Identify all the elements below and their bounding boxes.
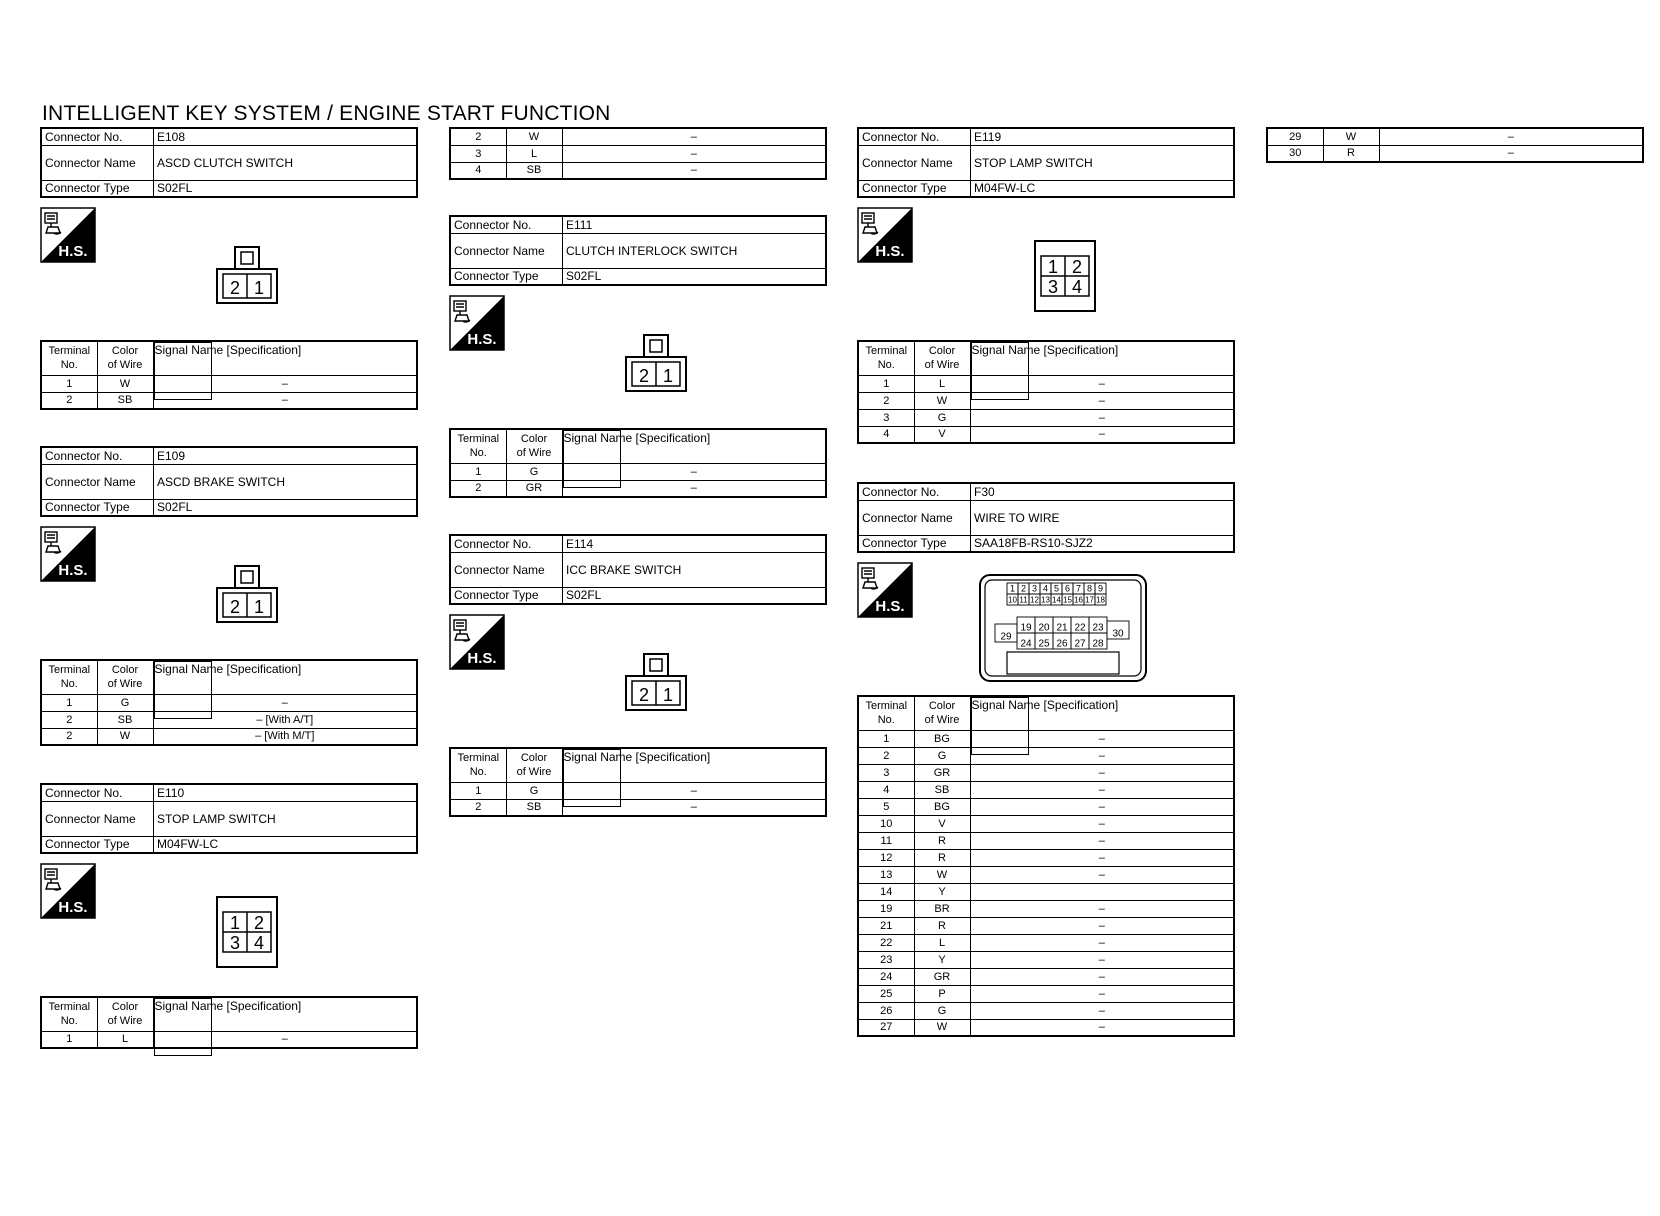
signal-name: – bbox=[970, 866, 1234, 883]
connector-header-e114 bbox=[449, 534, 827, 605]
signal-name: – bbox=[562, 463, 826, 480]
wire-color: BG bbox=[914, 798, 970, 815]
color-col-header: Color of Wire bbox=[914, 341, 970, 375]
terminal-no: 4 bbox=[858, 426, 914, 443]
terminal-row bbox=[858, 764, 1234, 781]
harness-side-icon bbox=[857, 562, 913, 618]
terminal-row bbox=[858, 798, 1234, 815]
harness-side-icon bbox=[857, 207, 913, 263]
connector-type-label: Connector Type bbox=[41, 836, 154, 853]
signal-name: – bbox=[562, 145, 826, 162]
pin-label: 18 bbox=[1096, 595, 1105, 605]
terminal-no: 14 bbox=[858, 883, 914, 900]
signal-name: – bbox=[153, 694, 417, 711]
wire-color: Y bbox=[914, 883, 970, 900]
signal-col-header: Signal Name [Specification] bbox=[563, 749, 621, 807]
connector-name-value: ASCD CLUTCH SWITCH bbox=[154, 145, 418, 180]
terminal-col-header: Terminal No. bbox=[41, 341, 97, 375]
terminal-no: 1 bbox=[450, 782, 506, 799]
connector-face-e110 bbox=[215, 895, 279, 974]
connector-name-value: STOP LAMP SWITCH bbox=[971, 145, 1235, 180]
terminal-row bbox=[450, 480, 826, 497]
harness-side-icon bbox=[449, 614, 505, 670]
wire-color: SB bbox=[506, 799, 562, 816]
signal-name: – bbox=[970, 392, 1234, 409]
signal-name: – bbox=[562, 782, 826, 799]
pin-label: 27 bbox=[1074, 638, 1086, 650]
signal-name: – bbox=[153, 392, 417, 409]
harness-side-icon bbox=[40, 863, 96, 919]
signal-name: – bbox=[970, 917, 1234, 934]
terminal-no: 30 bbox=[1267, 145, 1323, 162]
signal-name: – bbox=[970, 849, 1234, 866]
terminal-col-header: Terminal No. bbox=[450, 748, 506, 782]
connector-header-f30 bbox=[857, 482, 1235, 553]
color-col-header: Color of Wire bbox=[97, 997, 153, 1031]
signal-name: – bbox=[1379, 145, 1643, 162]
wire-color: W bbox=[914, 866, 970, 883]
terminal-table-e111 bbox=[449, 428, 827, 498]
pin-label: 15 bbox=[1063, 595, 1072, 605]
connector-header-e110 bbox=[40, 783, 418, 854]
pin-label: 22 bbox=[1074, 622, 1086, 634]
terminal-no: 27 bbox=[858, 1019, 914, 1036]
pin-label: 14 bbox=[1052, 595, 1061, 605]
terminal-row bbox=[858, 409, 1234, 426]
pin-label: 30 bbox=[1112, 628, 1124, 640]
pin-label: 3 bbox=[229, 933, 241, 953]
connector-name-label: Connector Name bbox=[41, 464, 154, 499]
pin-label: 24 bbox=[1020, 638, 1032, 650]
connector-name-value: CLUTCH INTERLOCK SWITCH bbox=[563, 233, 827, 268]
connector-no-value: E114 bbox=[563, 535, 827, 552]
connector-no-label: Connector No. bbox=[450, 216, 563, 233]
pin-label: 25 bbox=[1038, 638, 1050, 650]
terminal-row bbox=[858, 968, 1234, 985]
terminal-no: 3 bbox=[858, 764, 914, 781]
connector-face-e119 bbox=[1033, 239, 1097, 318]
pin-label: 3 bbox=[1047, 277, 1059, 297]
terminal-row bbox=[858, 917, 1234, 934]
signal-name: – bbox=[562, 799, 826, 816]
terminal-row bbox=[1267, 145, 1643, 162]
terminal-row bbox=[858, 730, 1234, 747]
terminal-no: 3 bbox=[450, 145, 506, 162]
signal-name: – bbox=[970, 730, 1234, 747]
connector-name-label: Connector Name bbox=[858, 145, 971, 180]
terminal-no: 4 bbox=[450, 162, 506, 179]
connector-type-label: Connector Type bbox=[858, 535, 971, 552]
terminal-no: 24 bbox=[858, 968, 914, 985]
terminal-table-e109 bbox=[40, 659, 418, 746]
terminal-row bbox=[450, 463, 826, 480]
terminal-col-header: Terminal No. bbox=[41, 660, 97, 694]
terminal-row bbox=[41, 694, 417, 711]
terminal-no: 2 bbox=[450, 480, 506, 497]
terminal-row bbox=[858, 375, 1234, 392]
signal-col-header: Signal Name [Specification] bbox=[154, 998, 212, 1056]
terminal-table-e110-continued bbox=[449, 127, 827, 180]
terminal-row bbox=[41, 1031, 417, 1048]
terminal-row bbox=[858, 866, 1234, 883]
terminal-table-f30-continued bbox=[1266, 127, 1644, 163]
pin-label: 1 bbox=[229, 913, 241, 933]
connector-type-value: S02FL bbox=[563, 268, 827, 285]
wire-color: GR bbox=[506, 480, 562, 497]
terminal-no: 1 bbox=[858, 730, 914, 747]
signal-name: – bbox=[970, 375, 1234, 392]
signal-name: – bbox=[153, 1031, 417, 1048]
terminal-no: 1 bbox=[858, 375, 914, 392]
pin-label: 2 bbox=[638, 685, 650, 705]
signal-name: – bbox=[970, 968, 1234, 985]
terminal-no: 11 bbox=[858, 832, 914, 849]
pin-label: 13 bbox=[1041, 595, 1050, 605]
pin-label: 1 bbox=[253, 597, 265, 617]
terminal-row bbox=[858, 951, 1234, 968]
signal-name: – bbox=[562, 480, 826, 497]
terminal-table-e108 bbox=[40, 340, 418, 410]
terminal-no: 2 bbox=[450, 128, 506, 145]
signal-col-header: Signal Name [Specification] bbox=[154, 342, 212, 400]
connector-name-value: STOP LAMP SWITCH bbox=[154, 801, 418, 836]
terminal-row bbox=[858, 934, 1234, 951]
terminal-row bbox=[450, 782, 826, 799]
connector-header-e109 bbox=[40, 446, 418, 517]
signal-name: – bbox=[970, 747, 1234, 764]
connector-header-e119 bbox=[857, 127, 1235, 198]
signal-col-header: Signal Name [Specification] bbox=[563, 430, 621, 488]
terminal-no: 29 bbox=[1267, 128, 1323, 145]
connector-name-value: ICC BRAKE SWITCH bbox=[563, 552, 827, 587]
connector-type-label: Connector Type bbox=[41, 499, 154, 516]
terminal-col-header: Terminal No. bbox=[858, 341, 914, 375]
terminal-table-e110 bbox=[40, 996, 418, 1049]
wire-color: G bbox=[914, 409, 970, 426]
connector-no-value: E111 bbox=[563, 216, 827, 233]
wire-color: L bbox=[506, 145, 562, 162]
pin-label: 8 bbox=[1086, 583, 1093, 594]
signal-name: – bbox=[970, 934, 1234, 951]
terminal-col-header: Terminal No. bbox=[450, 429, 506, 463]
signal-name: – bbox=[970, 1002, 1234, 1019]
color-col-header: Color of Wire bbox=[506, 748, 562, 782]
pin-label: 20 bbox=[1038, 622, 1050, 634]
wire-color: W bbox=[914, 1019, 970, 1036]
terminal-no: 2 bbox=[858, 747, 914, 764]
terminal-row bbox=[41, 392, 417, 409]
signal-name: – bbox=[970, 951, 1234, 968]
terminal-row bbox=[450, 799, 826, 816]
connector-face-e109 bbox=[215, 564, 279, 629]
connector-no-label: Connector No. bbox=[858, 128, 971, 145]
signal-name: – bbox=[970, 409, 1234, 426]
wire-color: W bbox=[97, 375, 153, 392]
color-col-header: Color of Wire bbox=[506, 429, 562, 463]
signal-name: – bbox=[970, 900, 1234, 917]
terminal-row bbox=[450, 145, 826, 162]
wire-color: W bbox=[97, 728, 153, 745]
pin-label: 26 bbox=[1056, 638, 1068, 650]
terminal-no: 2 bbox=[41, 711, 97, 728]
terminal-no: 1 bbox=[41, 694, 97, 711]
terminal-no: 1 bbox=[450, 463, 506, 480]
wire-color: SB bbox=[97, 392, 153, 409]
wire-color: L bbox=[914, 934, 970, 951]
pin-label: 1 bbox=[662, 685, 674, 705]
connector-type-value: S02FL bbox=[154, 180, 418, 197]
terminal-no: 1 bbox=[41, 375, 97, 392]
connector-name-label: Connector Name bbox=[858, 500, 971, 535]
hs-label: H.S. bbox=[467, 331, 497, 348]
connector-face-e111 bbox=[624, 333, 688, 398]
hs-label: H.S. bbox=[875, 243, 905, 260]
hs-label: H.S. bbox=[58, 899, 88, 916]
terminal-no: 19 bbox=[858, 900, 914, 917]
pin-label: 5 bbox=[1053, 583, 1060, 594]
connector-no-value: E108 bbox=[154, 128, 418, 145]
connector-name-label: Connector Name bbox=[450, 552, 563, 587]
signal-name: – bbox=[970, 832, 1234, 849]
wire-color: R bbox=[1323, 145, 1379, 162]
connector-no-label: Connector No. bbox=[41, 447, 154, 464]
terminal-table-f30 bbox=[857, 695, 1235, 1037]
wire-color: GR bbox=[914, 764, 970, 781]
hs-label: H.S. bbox=[467, 650, 497, 667]
pin-label: 2 bbox=[1020, 583, 1027, 594]
terminal-row bbox=[858, 392, 1234, 409]
wire-color: G bbox=[97, 694, 153, 711]
terminal-row bbox=[41, 375, 417, 392]
terminal-no: 2 bbox=[450, 799, 506, 816]
harness-side-icon bbox=[40, 526, 96, 582]
terminal-no: 26 bbox=[858, 1002, 914, 1019]
wire-color: G bbox=[506, 463, 562, 480]
signal-name: – bbox=[970, 426, 1234, 443]
terminal-row bbox=[858, 815, 1234, 832]
terminal-no: 22 bbox=[858, 934, 914, 951]
wire-color: SB bbox=[506, 162, 562, 179]
connector-no-label: Connector No. bbox=[858, 483, 971, 500]
connector-no-label: Connector No. bbox=[450, 535, 563, 552]
color-col-header: Color of Wire bbox=[914, 696, 970, 730]
terminal-col-header: Terminal No. bbox=[858, 696, 914, 730]
pin-label: 11 bbox=[1019, 595, 1028, 605]
connector-name-label: Connector Name bbox=[41, 145, 154, 180]
pin-label: 12 bbox=[1030, 595, 1039, 605]
terminal-row bbox=[858, 883, 1234, 900]
connector-type-label: Connector Type bbox=[41, 180, 154, 197]
pin-label: 1 bbox=[662, 366, 674, 386]
terminal-row bbox=[450, 128, 826, 145]
pin-label: 23 bbox=[1092, 622, 1104, 634]
connector-name-value: ASCD BRAKE SWITCH bbox=[154, 464, 418, 499]
wire-color: SB bbox=[97, 711, 153, 728]
terminal-row bbox=[858, 900, 1234, 917]
signal-name: – bbox=[970, 764, 1234, 781]
pin-label: 6 bbox=[1064, 583, 1071, 594]
terminal-row bbox=[858, 1002, 1234, 1019]
connector-no-value: E110 bbox=[154, 784, 418, 801]
terminal-no: 13 bbox=[858, 866, 914, 883]
connector-type-label: Connector Type bbox=[450, 268, 563, 285]
pin-label: 28 bbox=[1092, 638, 1104, 650]
terminal-row bbox=[858, 985, 1234, 1002]
terminal-row bbox=[858, 426, 1234, 443]
pin-label: 1 bbox=[1047, 257, 1059, 277]
pin-label: 29 bbox=[1000, 631, 1012, 643]
pin-label: 16 bbox=[1074, 595, 1083, 605]
connector-name-label: Connector Name bbox=[41, 801, 154, 836]
pin-label: 2 bbox=[229, 278, 241, 298]
pin-label: 10 bbox=[1008, 595, 1017, 605]
hs-label: H.S. bbox=[875, 598, 905, 615]
terminal-no: 21 bbox=[858, 917, 914, 934]
terminal-row bbox=[41, 711, 417, 728]
signal-col-header: Signal Name [Specification] bbox=[971, 342, 1029, 400]
pin-label: 4 bbox=[1071, 277, 1083, 297]
wire-color: L bbox=[97, 1031, 153, 1048]
connector-face-e108 bbox=[215, 245, 279, 310]
signal-name: – bbox=[970, 1019, 1234, 1036]
terminal-row bbox=[1267, 128, 1643, 145]
connector-type-value: M04FW-LC bbox=[154, 836, 418, 853]
connector-no-label: Connector No. bbox=[41, 784, 154, 801]
terminal-no: 25 bbox=[858, 985, 914, 1002]
connector-no-value: E109 bbox=[154, 447, 418, 464]
hs-label: H.S. bbox=[58, 562, 88, 579]
wire-color: V bbox=[914, 426, 970, 443]
signal-name: – bbox=[970, 985, 1234, 1002]
terminal-no: 2 bbox=[858, 392, 914, 409]
color-col-header: Color of Wire bbox=[97, 341, 153, 375]
terminal-no: 1 bbox=[41, 1031, 97, 1048]
connector-name-label: Connector Name bbox=[450, 233, 563, 268]
terminal-no: 10 bbox=[858, 815, 914, 832]
terminal-row bbox=[858, 781, 1234, 798]
page-title: INTELLIGENT KEY SYSTEM / ENGINE START FUNCTION bbox=[42, 102, 611, 125]
terminal-row bbox=[858, 849, 1234, 866]
pin-label: 2 bbox=[229, 597, 241, 617]
terminal-no: 2 bbox=[41, 728, 97, 745]
pin-label: 2 bbox=[1071, 257, 1083, 277]
wire-color: SB bbox=[914, 781, 970, 798]
terminal-no: 23 bbox=[858, 951, 914, 968]
terminal-no: 12 bbox=[858, 849, 914, 866]
connector-no-value: E119 bbox=[971, 128, 1235, 145]
pin-label: 1 bbox=[1009, 583, 1016, 594]
pin-label: 9 bbox=[1097, 583, 1104, 594]
signal-name: – [With M/T] bbox=[153, 728, 417, 745]
pin-label: 19 bbox=[1020, 622, 1032, 634]
terminal-no: 3 bbox=[858, 409, 914, 426]
wire-color: L bbox=[914, 375, 970, 392]
connector-type-value: M04FW-LC bbox=[971, 180, 1235, 197]
wire-color: BG bbox=[914, 730, 970, 747]
pin-label: 1 bbox=[253, 278, 265, 298]
signal-name: – bbox=[562, 128, 826, 145]
terminal-row bbox=[450, 162, 826, 179]
hs-label: H.S. bbox=[58, 243, 88, 260]
terminal-no: 4 bbox=[858, 781, 914, 798]
terminal-table-e114 bbox=[449, 747, 827, 817]
terminal-row bbox=[41, 728, 417, 745]
wire-color: G bbox=[914, 1002, 970, 1019]
wire-color: V bbox=[914, 815, 970, 832]
connector-face-f30 bbox=[978, 573, 1148, 688]
pin-label: 4 bbox=[1042, 583, 1049, 594]
connector-type-value: SAA18FB-RS10-SJZ2 bbox=[971, 535, 1235, 552]
color-col-header: Color of Wire bbox=[97, 660, 153, 694]
wire-color: G bbox=[914, 747, 970, 764]
pin-label: 2 bbox=[253, 913, 265, 933]
connector-type-value: S02FL bbox=[154, 499, 418, 516]
signal-col-header: Signal Name [Specification] bbox=[971, 697, 1029, 755]
signal-name: – bbox=[970, 798, 1234, 815]
connector-no-value: F30 bbox=[971, 483, 1235, 500]
terminal-no: 2 bbox=[41, 392, 97, 409]
wire-color: W bbox=[914, 392, 970, 409]
connector-type-label: Connector Type bbox=[858, 180, 971, 197]
pin-label: 21 bbox=[1056, 622, 1068, 634]
wire-color: Y bbox=[914, 951, 970, 968]
wire-color: G bbox=[506, 782, 562, 799]
signal-name: – bbox=[562, 162, 826, 179]
connector-type-label: Connector Type bbox=[450, 587, 563, 604]
signal-name: – [With A/T] bbox=[153, 711, 417, 728]
signal-name: – bbox=[970, 781, 1234, 798]
signal-col-header: Signal Name [Specification] bbox=[154, 661, 212, 719]
terminal-col-header: Terminal No. bbox=[41, 997, 97, 1031]
terminal-row bbox=[858, 832, 1234, 849]
harness-side-icon bbox=[40, 207, 96, 263]
signal-name: – bbox=[970, 815, 1234, 832]
wire-color: R bbox=[914, 849, 970, 866]
pin-label: 3 bbox=[1031, 583, 1038, 594]
wire-color: W bbox=[1323, 128, 1379, 145]
terminal-row bbox=[858, 747, 1234, 764]
connector-no-label: Connector No. bbox=[41, 128, 154, 145]
pin-label: 4 bbox=[253, 933, 265, 953]
wire-color: BR bbox=[914, 900, 970, 917]
wire-color: R bbox=[914, 917, 970, 934]
signal-name: – bbox=[1379, 128, 1643, 145]
terminal-row bbox=[858, 1019, 1234, 1036]
wire-color: R bbox=[914, 832, 970, 849]
pin-label: 2 bbox=[638, 366, 650, 386]
wire-color: W bbox=[506, 128, 562, 145]
signal-name: – bbox=[153, 375, 417, 392]
wire-color: GR bbox=[914, 968, 970, 985]
wire-color: P bbox=[914, 985, 970, 1002]
signal-name bbox=[970, 883, 1234, 900]
terminal-table-e119 bbox=[857, 340, 1235, 444]
pin-label: 7 bbox=[1075, 583, 1082, 594]
connector-name-value: WIRE TO WIRE bbox=[971, 500, 1235, 535]
connector-header-e108 bbox=[40, 127, 418, 198]
terminal-no: 5 bbox=[858, 798, 914, 815]
harness-side-icon bbox=[449, 295, 505, 351]
pin-label: 17 bbox=[1085, 595, 1094, 605]
connector-header-e111 bbox=[449, 215, 827, 286]
connector-type-value: S02FL bbox=[563, 587, 827, 604]
connector-face-e114 bbox=[624, 652, 688, 717]
